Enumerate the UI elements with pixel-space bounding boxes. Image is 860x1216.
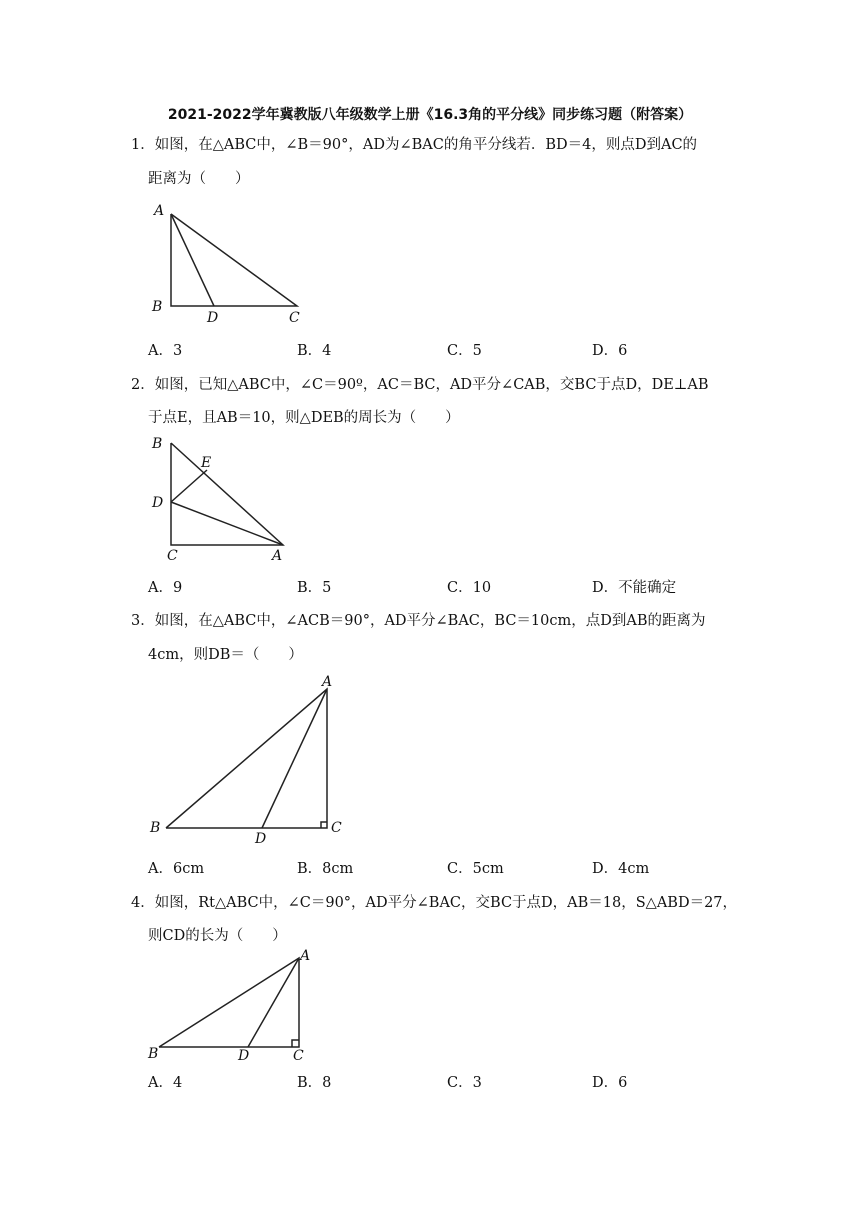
q3-label-c: C <box>331 820 342 836</box>
q3-label-a: A <box>322 674 333 690</box>
q1-option-a[interactable]: A．3 <box>148 343 183 359</box>
q1-text-line2: 距离为（ ） <box>148 171 250 187</box>
q2-text-line2: 于点E，且AB＝10，则△DEB的周长为（ ） <box>148 410 460 426</box>
q2-label-a: A <box>272 548 283 564</box>
q2-text-line1: 2．如图，已知△ABC中，∠C＝90º，AC＝BC，AD平分∠CAB，交BC于点D，DE⊥AB <box>131 377 709 393</box>
q4-text-line1: 4．如图，Rt△ABC中，∠C＝90°，AD平分∠BAC，交BC于点D，AB＝18，S△ABD＝27， <box>131 895 738 911</box>
q3-option-b[interactable]: B．8cm <box>297 861 354 877</box>
q3-option-d[interactable]: D．4cm <box>592 861 650 877</box>
q1-label-d: D <box>207 310 219 326</box>
q2-label-d: D <box>152 495 164 511</box>
q1-option-b[interactable]: B．4 <box>297 343 332 359</box>
q4-option-a[interactable]: A．4 <box>148 1075 183 1091</box>
q1-label-c: C <box>289 310 300 326</box>
q2-option-c[interactable]: C．10 <box>447 580 492 596</box>
q4-label-a: A <box>300 948 311 964</box>
q1-option-d[interactable]: D．6 <box>592 343 628 359</box>
q2-label-c: C <box>167 548 178 564</box>
q4-option-b[interactable]: B．8 <box>297 1075 332 1091</box>
q3-text-line2: 4cm，则DB＝（ ） <box>148 647 303 663</box>
q2-label-b: B <box>152 436 163 452</box>
q1-text-line1: 1．如图，在△ABC中，∠B＝90°，AD为∠BAC的角平分线若．BD＝4，则点D到AC的 <box>131 137 698 153</box>
q4-option-d[interactable]: D．6 <box>592 1075 628 1091</box>
q2-option-a[interactable]: A．9 <box>148 580 183 596</box>
q3-label-d: D <box>255 831 267 847</box>
q3-option-c[interactable]: C．5cm <box>447 861 504 877</box>
q3-text-line1: 3．如图，在△ABC中，∠ACB＝90°，AD平分∠BAC，BC＝10cm，点D到AB的距离为 <box>131 613 706 629</box>
q2-option-d[interactable]: D．不能确定 <box>592 580 677 596</box>
q3-label-b: B <box>150 820 161 836</box>
q2-label-e: E <box>201 455 212 471</box>
q4-label-d: D <box>238 1048 250 1064</box>
q4-text-line2: 则CD的长为（ ） <box>148 928 287 944</box>
q1-label-b: B <box>152 299 163 315</box>
page-title: 2021-2022学年冀教版八年级数学上册《16.3角的平分线》同步练习题（附答案） <box>167 107 693 123</box>
q1-option-c[interactable]: C．5 <box>447 343 482 359</box>
q4-option-c[interactable]: C．3 <box>447 1075 482 1091</box>
q1-label-a: A <box>154 203 165 219</box>
q4-label-c: C <box>293 1048 304 1064</box>
q3-option-a[interactable]: A．6cm <box>148 861 205 877</box>
q2-option-b[interactable]: B．5 <box>297 580 332 596</box>
q4-label-b: B <box>148 1046 159 1062</box>
